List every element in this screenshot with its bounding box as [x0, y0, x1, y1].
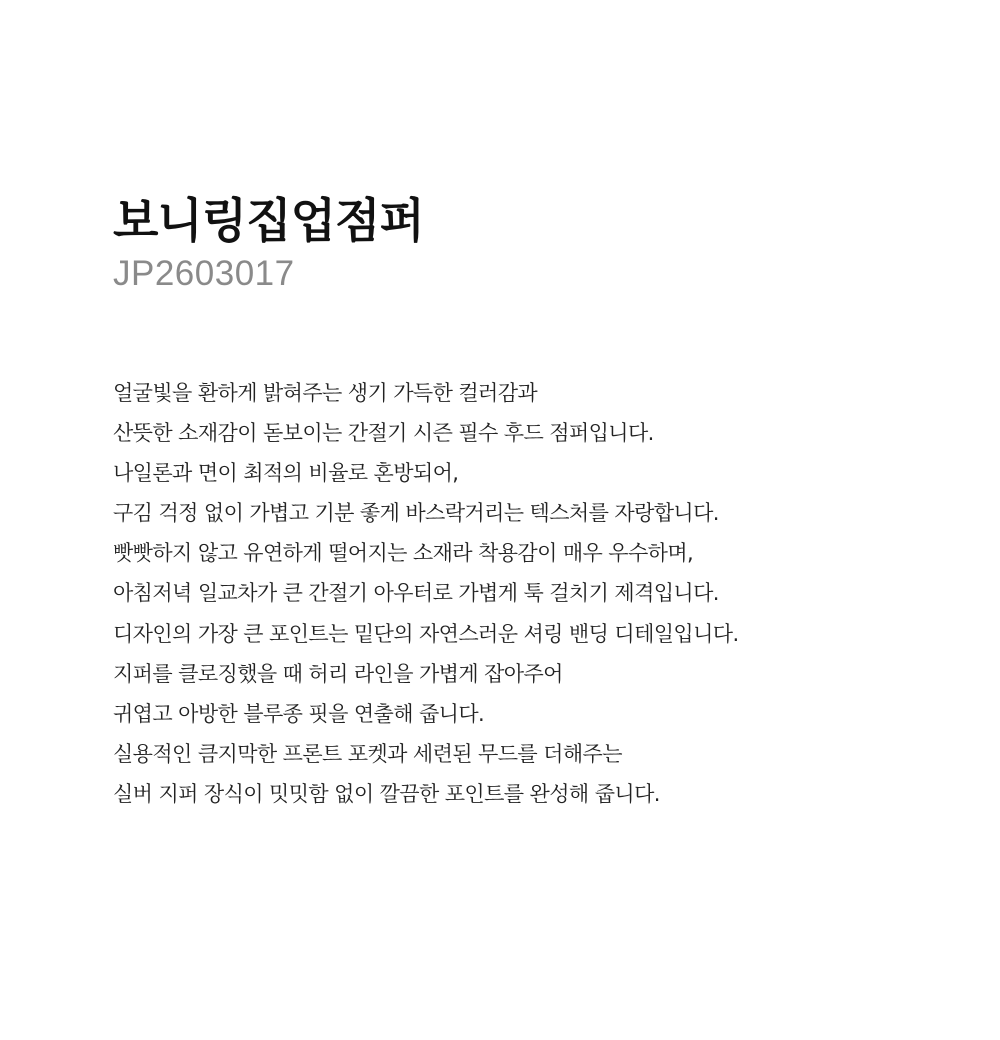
description-line: 실버 지퍼 장식이 밋밋함 없이 깔끔한 포인트를 완성해 줍니다.: [113, 781, 660, 806]
description-line: 구김 걱정 없이 가볍고 기분 좋게 바스락거리는 텍스처를 자랑합니다.: [113, 501, 719, 526]
product-description: [113, 373, 973, 814]
product-name: 보니링집업점퍼: [113, 194, 424, 249]
description-line: 아침저녁 일교차가 큰 간절기 아우터로 가볍게 툭 걸치기 제격입니다.: [113, 581, 719, 606]
description-line: 산뜻한 소재감이 돋보이는 간절기 시즌 필수 후드 점퍼입니다.: [113, 421, 654, 446]
description-line: 실용적인 큼지막한 프론트 포켓과 세련된 무드를 더해주는: [113, 741, 622, 766]
description-line: 디자인의 가장 큰 포인트는 밑단의 자연스러운 셔링 밴딩 디테일입니다.: [113, 621, 739, 646]
product-header: [113, 190, 973, 294]
product-code: JP2603017: [113, 254, 295, 293]
description-line: 빳빳하지 않고 유연하게 떨어지는 소재라 착용감이 매우 우수하며,: [113, 541, 694, 566]
description-line: 지퍼를 클로징했을 때 허리 라인을 가볍게 잡아주어: [113, 661, 563, 686]
description-line: 나일론과 면이 최적의 비율로 혼방되어,: [113, 461, 459, 486]
description-line: 얼굴빛을 환하게 밝혀주는 생기 가득한 컬러감과: [113, 381, 538, 405]
description-line: 귀엽고 아방한 블루종 핏을 연출해 줍니다.: [113, 701, 485, 726]
